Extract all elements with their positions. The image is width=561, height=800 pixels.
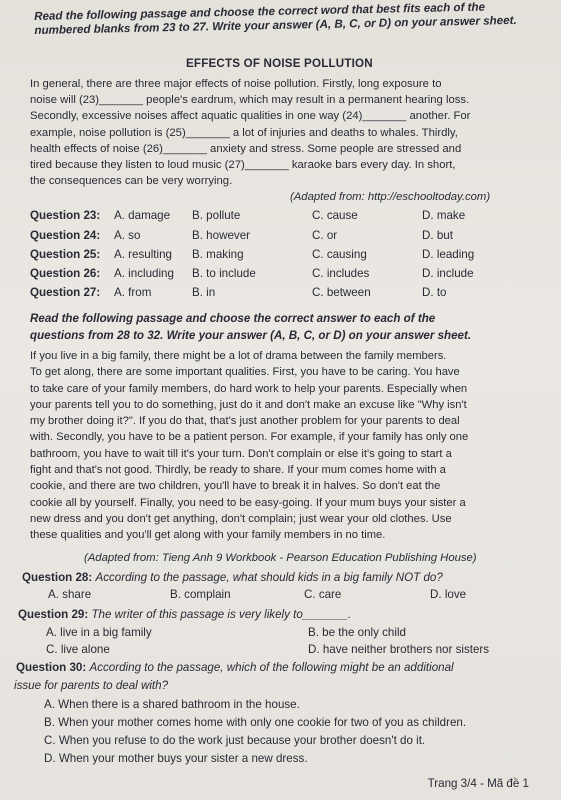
option-d: D. but xyxy=(422,229,453,242)
passage-2-line: If you live in a big family, there might be a lot of drama between the family members. xyxy=(30,350,447,362)
passage-2-line: to take care of your family members, do hard work to help your parents. Especially when xyxy=(30,382,468,395)
passage-1-line: health effects of noise (26)_______ anxiety and stress. Some people are stressed and xyxy=(30,142,462,155)
option-c: C. or xyxy=(312,229,338,242)
option-b: B. in xyxy=(192,286,216,299)
question-label: Question 23: xyxy=(30,209,101,222)
option-a: A. including xyxy=(114,267,174,280)
question-30 xyxy=(16,660,454,676)
option-c: C. live alone xyxy=(46,643,110,656)
question-label: Question 26: xyxy=(30,267,101,280)
option-c: C. between xyxy=(312,286,371,299)
page-footer: Trang 3/4 - Mã đề 1 xyxy=(427,777,529,790)
passage-1-line: noise will (23)_______ people's eardrum, which may result in a permanent hearing loss. xyxy=(30,94,470,107)
passage-2-line: To get along, there are some important qualities. First, you have to be caring. You have xyxy=(30,366,460,379)
question-27 xyxy=(30,285,530,303)
passage-1-line: Secondly, excessive noises affect aquatic qualities in one way (24)_______ another. For xyxy=(30,110,471,123)
option-c: C. causing xyxy=(312,248,367,261)
question-label: Question 27: xyxy=(30,286,101,299)
question-29 xyxy=(18,607,351,623)
question-30-text-cont: issue for parents to deal with? xyxy=(14,679,169,692)
passage-2-line: your parents tell you to do something, just do it and don't make an excuse like "Why isn't xyxy=(30,398,467,411)
option-c: C. includes xyxy=(312,267,370,280)
question-25 xyxy=(30,247,530,265)
passage-2-source: (Adapted from: Tieng Anh 9 Workbook - Pearson Education Publishing House) xyxy=(84,552,477,564)
passage-2-line: bathroom, you have to wait till it's your turn. Don't complain or else it's going to start a xyxy=(30,447,452,460)
question-29-options-1 xyxy=(46,625,526,643)
option-d: D. love xyxy=(430,588,467,601)
option-c: C. cause xyxy=(312,209,358,222)
question-28-options xyxy=(48,587,528,605)
option-b: B. making xyxy=(192,248,244,261)
question-28 xyxy=(22,570,443,586)
option-b: B. pollute xyxy=(192,209,241,222)
passage-title: EFFECTS OF NOISE POLLUTION xyxy=(186,57,373,70)
option-b: B. to include xyxy=(192,267,256,280)
option-c: C. care xyxy=(304,588,342,601)
passage-2-line: with. Secondly, you have to be a patient person. For example, if your family has only one xyxy=(30,431,469,444)
option-d: D. to xyxy=(422,286,447,299)
part2-instruction-line2: questions from 28 to 32. Write your answer (A, B, C, or D) on your answer sheet. xyxy=(30,329,472,342)
question-text: The writer of this passage is very likely to_______. xyxy=(91,608,352,621)
question-text: According to the passage, what should kids in a big family NOT do? xyxy=(95,571,443,584)
passage-2-line: fight and that's not good. Thirdly, be ready to share. If your mum comes home with a xyxy=(30,464,446,477)
part1-instruction: Read the following passage and choose the correct word that best fits each of the numbered blanks from 23 to 27. Write your answer (A, B, C, or D) on your answer sheet. xyxy=(34,0,517,38)
part2-instruction-line1: Read the following passage and choose the correct answer to each of the xyxy=(30,312,436,325)
question-label: Question 28: xyxy=(22,571,93,584)
question-label: Question 30: xyxy=(16,661,87,674)
option-d: D. include xyxy=(422,267,474,280)
option-a: A. from xyxy=(114,286,152,299)
option-b: B. be the only child xyxy=(308,626,406,639)
option-a: A. share xyxy=(48,588,92,601)
question-26 xyxy=(30,266,530,284)
question-23 xyxy=(30,208,530,226)
option-a: A. live in a big family xyxy=(46,626,152,639)
passage-1-source: (Adapted from: http://eschooltoday.com) xyxy=(290,191,491,203)
question-24 xyxy=(30,228,530,246)
option-c: C. When you refuse to do the work just because your brother doesn't do it. xyxy=(44,734,426,747)
passage-1 xyxy=(30,76,530,189)
option-d: D. When your mother buys your sister a new dress. xyxy=(44,752,308,765)
question-label: Question 29: xyxy=(18,608,89,621)
question-text: According to the passage, which of the following might be an additional xyxy=(89,661,454,674)
option-d: D. leading xyxy=(422,248,475,261)
passage-1-line: example, noise pollution is (25)_______ a lot of injuries and deaths to whales. Thirdly, xyxy=(30,126,458,139)
passage-1-line: tired because they listen to loud music (27)_______ karaoke bars every day. In short, xyxy=(30,159,456,172)
passage-1-line: In general, there are three major effects of noise pollution. Firstly, long exposure to xyxy=(30,78,442,90)
option-b: B. complain xyxy=(170,588,231,601)
passage-2-line: cookie, and there are two children, you'll have to break it in halves. So don't eat the xyxy=(30,480,441,493)
passage-2-line: these qualities and you'll get along with your family members in no time. xyxy=(30,529,386,542)
option-a: A. resulting xyxy=(114,248,172,261)
option-a: A. so xyxy=(114,229,141,242)
option-d: D. have neither brothers nor sisters xyxy=(308,643,490,656)
passage-2-line: my brother doing it?". If you do that, that's just another problem for your parents to deal xyxy=(30,415,460,428)
passage-2-line: new dress and you don't get anything, don't complain; just wear your old clothes. Use xyxy=(30,512,452,525)
passage-2-line: cookie all by yourself. Finally, you need to be easy-going. If your mum buys your sister a xyxy=(30,496,466,509)
passage-2 xyxy=(30,348,530,544)
option-a: A. When there is a shared bathroom in the house. xyxy=(44,698,300,711)
question-label: Question 24: xyxy=(30,229,101,242)
question-29-options-2 xyxy=(46,642,526,660)
option-a: A. damage xyxy=(114,209,171,222)
passage-1-line: the consequences can be very worrying. xyxy=(30,175,233,188)
option-d: D. make xyxy=(422,209,466,222)
option-b: B. however xyxy=(192,229,250,242)
option-b: B. When your mother comes home with only one cookie for two of you as children. xyxy=(44,716,467,729)
question-label: Question 25: xyxy=(30,248,101,261)
